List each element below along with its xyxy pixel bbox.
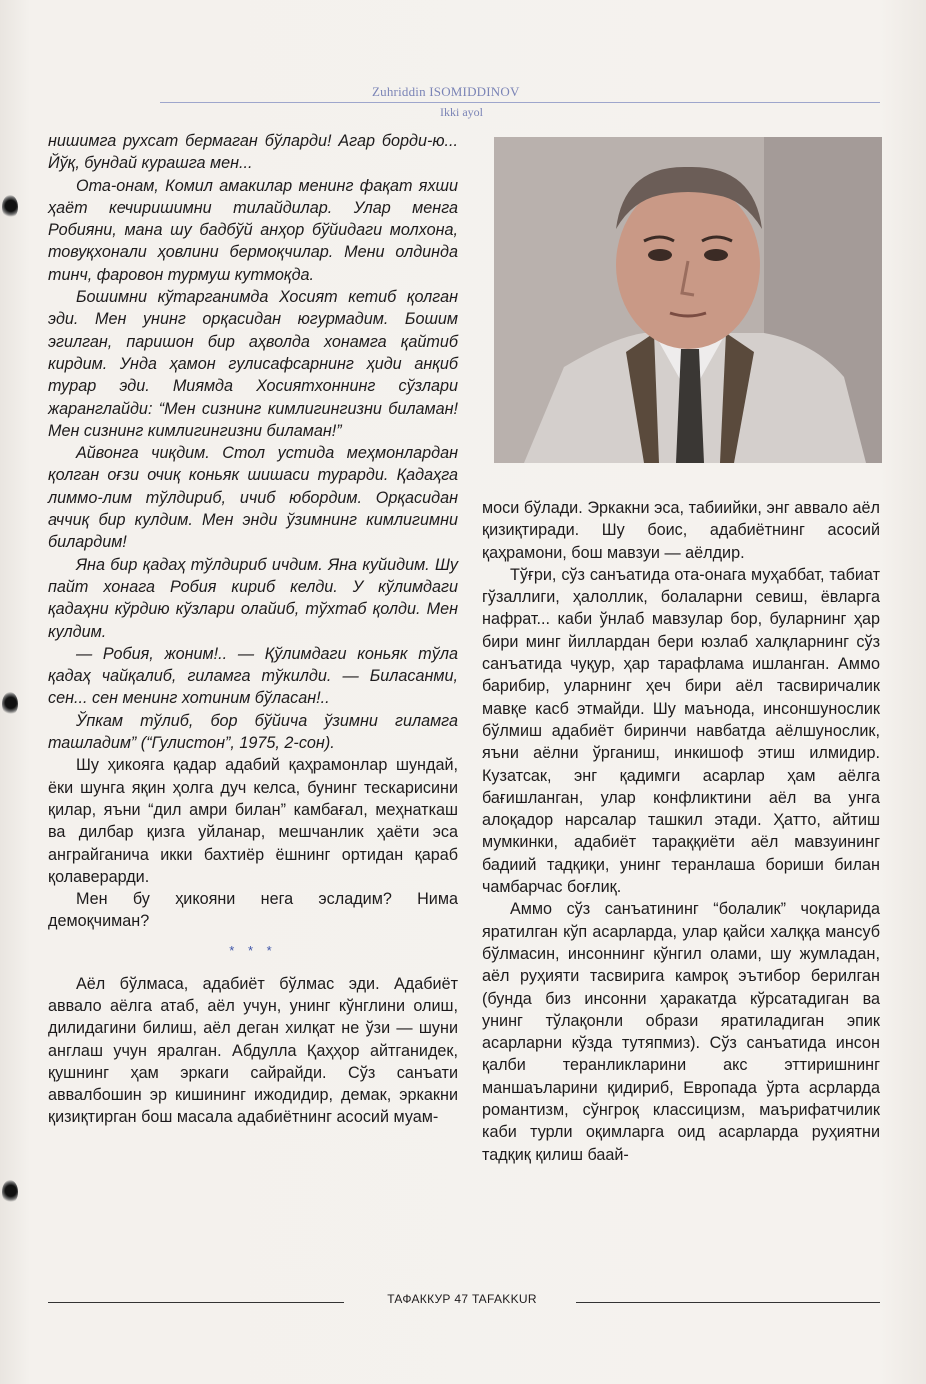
header-subtitle: Ikki ayol [440,105,483,119]
footer-rule-right [576,1302,880,1303]
paragraph: — Робия, жоним!.. — Қўлимдаги коньяк тўла қадаҳ чайқалиб, гиламга тўкилди. — Биласанми, сен... сен менинг хотиним бўласан!.. [48,644,458,708]
paragraph: Мен бу ҳикояни нега эсладим? Нима демоқчиман? [48,890,458,931]
right-text-column [482,497,880,1166]
paragraph: нишимга рухсат бермаган бўларди! Агар борди-ю... Йўқ, бундай курашга мен... [48,132,458,173]
paragraph: Ота-онам, Комил амакилар менинг фақат яхши ҳаёт кечиришимни тилайдилар. Улар менга Робияни, мана шу бадбўй анҳор бўйидаги молхона, товуқхонали ҳовлини бермоқчилар. Мени олдинда тинч, фаровон турмуш кутмоқда. [48,176,458,284]
header-rule [160,102,880,103]
paragraph: Ўпкам тўлиб, бор бўйича ўзимни гиламга ташладим” (“Гулистон”, 1975, 2-сон). [48,711,458,753]
paragraph: моси бўлади. Эркакни эса, табиийки, энг аввало аёл қизиқтиради. Шу боис, адабиётнинг асосий қаҳрамони, бош мавзуи — аёлдир. [482,499,880,562]
punch-hole [2,195,18,219]
author-portrait-photo [494,137,882,463]
header-author: Zuhriddin ISOMIDDINOV [372,84,520,99]
section-separator: * * * [229,942,277,958]
paragraph: Бошимни кўтарганимда Хосият кетиб қолган эди. Мен унинг орқасидан югурмадим. Бошим эгилган, паришон бир аҳволда хонамга қайтиб кирдим. Унда ҳамон гулисафсарнинг ҳиди анқиб турар эди. Миямда Хосиятхоннинг сўзлари жаранглайди: “Мен сизнинг кимлигингизни биламан! Мен сизнинг кимлигингизни биламан!” [48,288,458,440]
left-text-column [48,130,458,1129]
punch-hole [2,692,18,716]
footer-page-label: ТАФАККУР 47 TAFAKKUR [387,1292,537,1306]
running-header [0,84,926,124]
page-footer [48,1292,880,1312]
paragraph: Аёл бўлмаса, адабиёт бўлмас эди. Адабиёт аввало аёлга атаб, аёл учун, унинг кўнглини олиш, дилидагини билиш, аёл деган хилқат не ўзи — шуни англаш учун яралган. Абдулла Қаҳҳор айтганидек, қушнинг ҳам эркаги сайрайди. Сўз санъати аввалбошин эр кишининг ижодидир, демак, эркакни қизиқтирган бош масала адабиётнинг асосий муам- [48,974,458,1127]
footer-rule-left [48,1302,344,1303]
portrait-illustration [494,137,882,463]
paragraph: Айвонга чиқдим. Стол устида меҳмонлардан қолган оғзи очиқ коньяк шишаси турарди. Қадаҳга лиммо-лим тўлдириб, ичиб юбордим. Орқасидан аччиқ бир кулдим. Мен энди ўзимнинг кимлигимни билардим! [48,444,458,552]
paragraph: Тўғри, сўз санъатида ота-онага муҳаббат, табиат гўзаллиги, ҳалоллик, болаларни севиш, ёвларга нафрат... каби ўнлаб мавзулар бор, буларнинг ҳар бири минг йиллардан бери юзлаб халқларнинг сўз санъатида чуқур, ҳар тарафлама ишланган. Аммо барибир, уларнинг ҳеч бири аёл тасвиричалик мавқе касб этмайди. Шу маънода, инсоншунослик бўлмиш адабиёт биринчи навбатда аёлшунослик, яъни аёлни ўрганиш, инкишоф этиш илмидир. Кузатсак, энг қадимги асарлар ҳам аёлга бағишланган, улар конфликтини аёл ва унга алоқадор нарсалар ташкил этади. Ҳатто, айтиш мумкинки, адабиёт тараққиёти аёл мавзуининг бадиий тадқиқи, унинг теранлаша бориши билан чамбарчас боғлиқ. [482,565,880,897]
paragraph: Яна бир қадаҳ тўлдириб ичдим. Яна куйидим. Шу пайт хонага Робия кириб келди. У кўлимдаги қадаҳни кўрдию кўзлари олайиб, тўхтаб қолди. Мен кулдим. [48,555,458,641]
paragraph: Аммо сўз санъатининг “болалик” чоқларида яратилган кўп асарларда, улар қайси халққа мансуб бўлмасин, инсоннинг кўнгил олами, шу жумладан, аёл руҳияти тасвирига камроқ эътибор берилган (бунда биз инсонни ҳаракатда кўрсатадиган ва унинг тўлақонли образи яратиладиган эпик асарларни кўзда тутяпмиз). Сўз санъатида инсон қалби теранликларини акс эттиришнинг маншаъларини қидириб, Европада ўрта асрларда романтизм, сўнгроқ классицизм, маърифатчилик каби турли оқимларга оид асарларда руҳиятни тадқиқ қилиш баай- [482,900,880,1164]
punch-hole [2,1180,18,1204]
paragraph: Шу ҳикояга қадар адабий қаҳрамонлар шундай, ёки шунга яқин ҳолга дуч келса, бунинг тескарисини қилар, яъни “дил амри билан” камбағал, меҳнаткаш ва дилбар қизга уйланар, мешчанлик ҳаёти эса анграйганича икки бахтиёр ёшнинг ортидан қараб қолаверарди. [48,756,458,886]
